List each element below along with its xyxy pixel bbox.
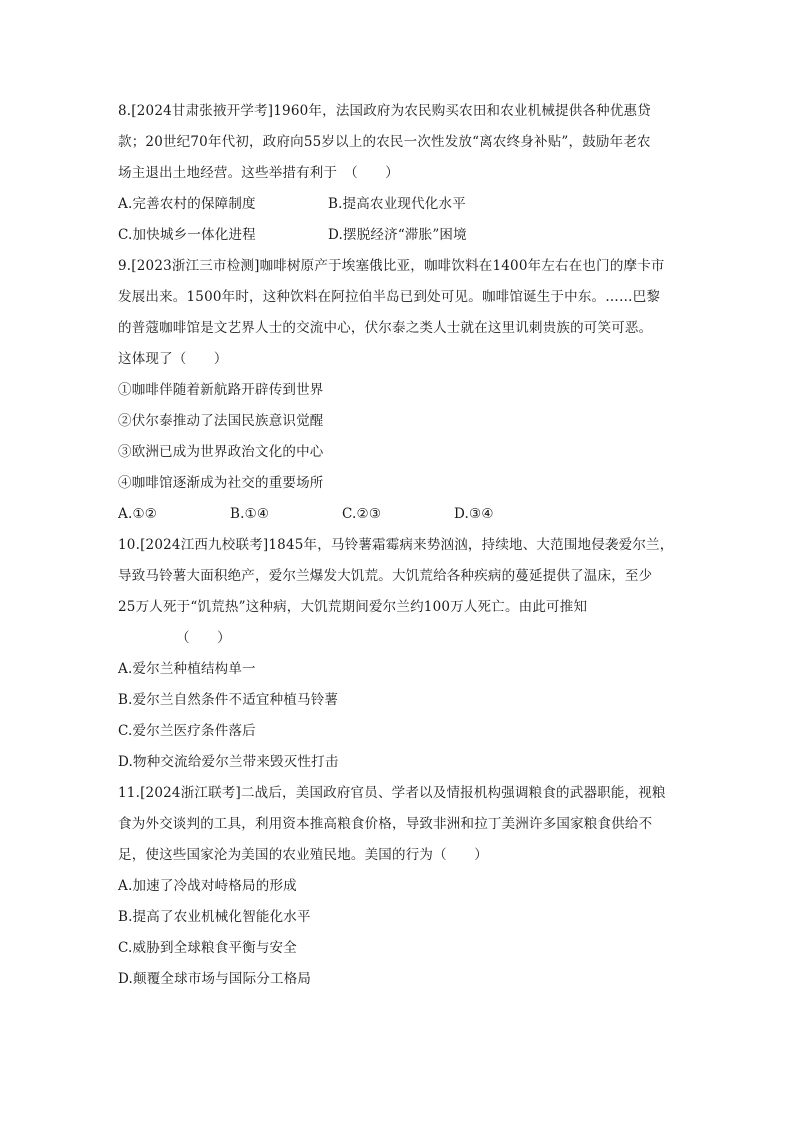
- question-8-options-row-2: [118, 220, 676, 251]
- question-9-options-row: [118, 499, 676, 530]
- statement-3: ③欧洲已成为世界政治文化的中心: [118, 444, 324, 460]
- option-b[interactable]: B.提高农业现代化水平: [328, 196, 466, 212]
- statement-1: ①咖啡伴随着新航路开辟传到世界: [118, 382, 324, 398]
- option-d[interactable]: D.物种交流给爱尔兰带来毁灭性打击: [118, 754, 339, 770]
- option-c[interactable]: C.威胁到全球粮食平衡与安全: [118, 940, 297, 956]
- option-d[interactable]: D.③④: [454, 506, 494, 522]
- question-10: [118, 530, 676, 778]
- question-9-stem-line-1: 9.[2023浙江三市检测]咖啡树原产于埃塞俄比亚，咖啡饮料在1400年左右在也门的摩卡市: [118, 258, 665, 274]
- question-10-stem-line-1: 10.[2024江西九校联考]1845年，马铃薯霜霉病来势汹汹，持续地、大范围地侵袭爱尔兰，: [118, 537, 674, 553]
- statement-4: ④咖啡馆逐渐成为社交的重要场所: [118, 475, 324, 491]
- option-d[interactable]: D.摆脱经济“滞胀”困境: [328, 227, 467, 243]
- question-11-stem-line-1: 11.[2024浙江联考]二战后，美国政府官员、学者以及情报机构强调粮食的武器职能，视粮: [118, 785, 666, 801]
- question-8-stem-line-3: 场主退出土地经营。这些举措有利于 （ ）: [118, 165, 399, 181]
- document-page: [118, 96, 676, 995]
- option-a[interactable]: A.爱尔兰种植结构单一: [118, 661, 256, 677]
- option-a[interactable]: A.加速了冷战对峙格局的形成: [118, 878, 297, 894]
- question-9-stem-line-2: 发展出来。1500年时，这种饮料在阿拉伯半岛已到处可见。咖啡馆诞生于中东。……巴黎: [118, 289, 661, 305]
- question-8: [118, 96, 676, 251]
- question-11-stem-line-3: 足，使这些国家沦为美国的农业殖民地。美国的行为（ ）: [118, 847, 488, 863]
- question-8-stem-line-1: 8.[2024甘肃张掖开学考]1960年，法国政府为农民购买农田和农业机械提供各种优惠贷: [118, 103, 651, 119]
- option-b[interactable]: B.提高了农业机械化智能化水平: [118, 909, 311, 925]
- question-10-stem-line-2: 导致马铃薯大面积绝产，爱尔兰爆发大饥荒。大饥荒给各种疾病的蔓延提供了温床，至少: [118, 568, 653, 584]
- option-b[interactable]: B.爱尔兰自然条件不适宜种植马铃薯: [118, 692, 339, 708]
- option-d[interactable]: D.颠覆全球市场与国际分工格局: [118, 971, 312, 987]
- question-11: [118, 778, 676, 995]
- option-b[interactable]: B.①④: [230, 506, 270, 522]
- option-a[interactable]: A.①②: [118, 506, 158, 522]
- option-c[interactable]: C.爱尔兰医疗条件落后: [118, 723, 256, 739]
- question-10-stem-line-3: 25万人死于“饥荒热”这种病，大饥荒期间爱尔兰约100万人死亡。由此可推知: [118, 599, 588, 615]
- option-a[interactable]: A.完善农村的保障制度: [118, 196, 256, 212]
- statement-2: ②伏尔泰推动了法国民族意识觉醒: [118, 413, 324, 429]
- question-11-stem-line-2: 食为外交谈判的工具，利用资本推高粮食价格，导致非洲和拉丁美洲许多国家粮食供给不: [118, 816, 653, 832]
- question-8-stem-line-2: 款；20世纪70年代初，政府向55岁以上的农民一次性发放“离农终身补贴”，鼓励年老农: [118, 134, 651, 150]
- option-c[interactable]: C.②③: [342, 506, 382, 522]
- answer-parentheses: （ ）: [176, 630, 231, 646]
- question-9-stem-line-3: 的普蔻咖啡馆是文艺界人士的交流中心，伏尔泰之类人士就在这里讥刺贵族的可笑可恶。: [118, 320, 653, 336]
- question-9: [118, 251, 676, 530]
- question-8-options-row-1: [118, 189, 676, 220]
- option-c[interactable]: C.加快城乡一体化进程: [118, 227, 256, 243]
- question-9-stem-line-4: 这体现了（ ）: [118, 351, 228, 367]
